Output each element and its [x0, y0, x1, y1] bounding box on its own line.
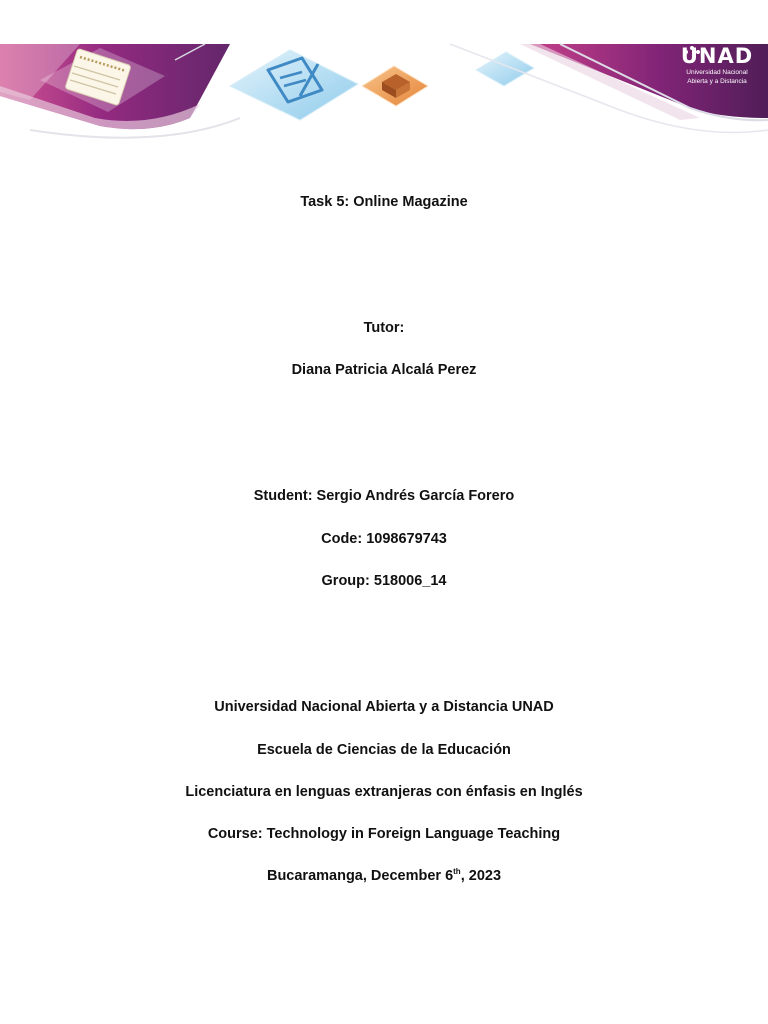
tutor-name: Diana Patricia Alcalá Perez [291, 362, 477, 378]
student-group: Group: 518006_14 [321, 573, 447, 589]
clipboard-icon [230, 50, 358, 120]
school-name: Escuela de Ciencias de la Educación [257, 742, 511, 758]
document-title: Task 5: Online Magazine [300, 194, 468, 210]
date-ordinal-suffix: th [453, 867, 461, 877]
date-year: , 2023 [460, 868, 502, 884]
cube-icon [362, 66, 428, 106]
unad-logo [676, 44, 758, 85]
course-name: Course: Technology in Foreign Language Teaching [207, 826, 561, 842]
program-name: Licenciatura en lenguas extranjeras con énfasis en Inglés [185, 784, 583, 800]
logo-name: UNAD [680, 44, 754, 68]
place-date [0, 868, 768, 884]
header-banner [0, 0, 768, 150]
student-name: Student: Sergio Andrés García Forero [253, 488, 515, 504]
logo-subtitle-line1: Universidad Nacional [686, 69, 748, 76]
logo-subtitle-line2: Abierta y a Distancia [687, 77, 747, 85]
student-code: Code: 1098679743 [321, 531, 447, 547]
university-name: Universidad Nacional Abierta y a Distancia UNAD [214, 699, 554, 715]
date-prefix: Bucaramanga, December 6 [266, 868, 454, 884]
tutor-label: Tutor: [363, 320, 405, 336]
